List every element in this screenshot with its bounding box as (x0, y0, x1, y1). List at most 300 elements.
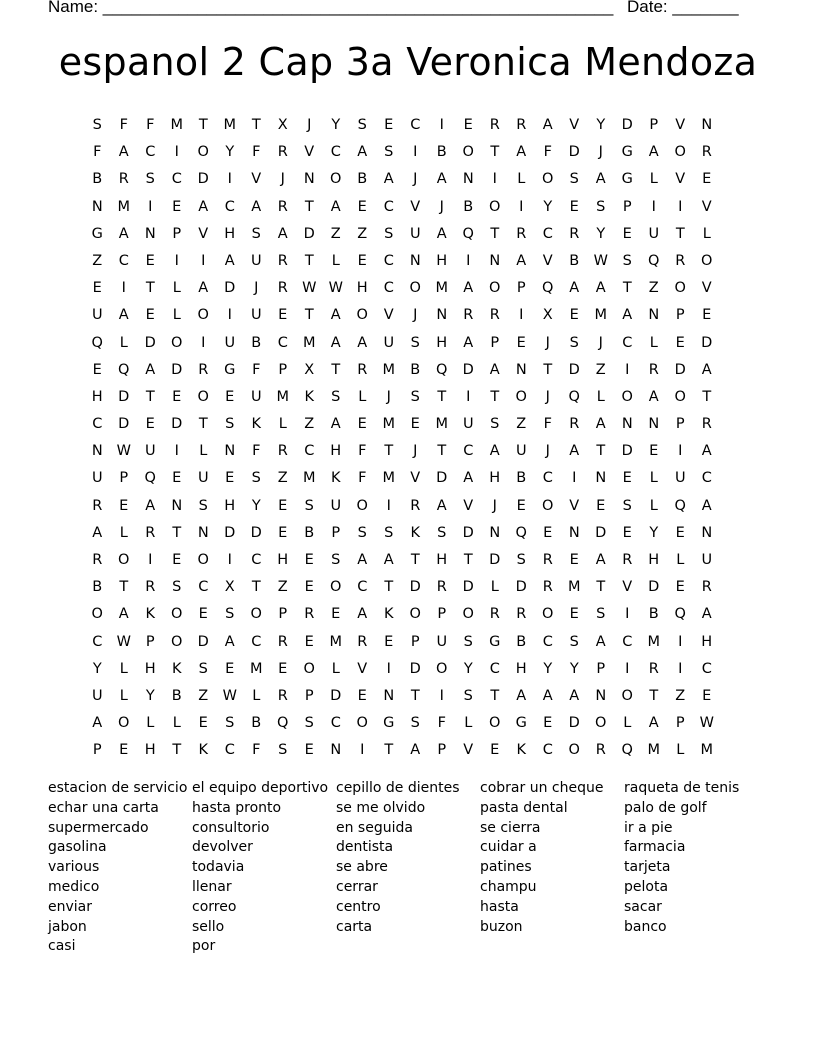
word-item: sacar (624, 898, 662, 915)
grid-letter: R (463, 307, 474, 324)
grid-letter: I (519, 307, 524, 324)
grid-letter: B (171, 687, 182, 704)
word-item: estacion de servicio (48, 780, 188, 796)
grid-letter: M (594, 307, 607, 324)
date-line: Date: _______ (627, 0, 739, 16)
word-item: palo de golf (624, 799, 707, 816)
grid-letter: E (569, 198, 579, 215)
grid-letter: V (701, 280, 712, 297)
grid-letter: A (569, 687, 580, 704)
grid-letter: O (197, 144, 209, 161)
grid-letter: S (92, 117, 102, 133)
grid-letter: T (304, 307, 314, 324)
grid-letter: D (568, 144, 580, 161)
grid-letter: Q (277, 715, 289, 732)
grid-letter: A (569, 443, 580, 460)
grid-letter: O (197, 388, 209, 405)
grid-letter: O (674, 388, 686, 405)
word-item: cuidar a (480, 839, 537, 856)
grid-letter: F (543, 416, 552, 433)
name-line: Name: ______________________________________________________ (48, 0, 614, 16)
grid-letter: L (596, 388, 605, 405)
grid-letter: C (542, 633, 553, 650)
grid-letter: L (649, 334, 658, 351)
grid-letter: E (463, 117, 473, 133)
grid-letter: T (490, 144, 500, 161)
word-item: por (192, 938, 216, 955)
grid-letter: E (145, 416, 155, 433)
grid-letter: D (462, 579, 474, 596)
grid-letter: B (436, 144, 447, 161)
grid-letter: B (410, 361, 421, 378)
word-item: carta (336, 918, 373, 935)
grid-letter: O (489, 715, 501, 732)
grid-letter: B (516, 470, 527, 487)
grid-letter: C (701, 660, 712, 677)
grid-letter: S (463, 633, 473, 650)
grid-letter: E (92, 361, 102, 378)
grid-letter: U (224, 334, 236, 351)
grid-letter: L (119, 687, 128, 704)
grid-letter: N (436, 307, 448, 324)
grid-letter: O (171, 606, 183, 623)
grid-letter: D (197, 171, 209, 188)
grid-letter: R (622, 552, 633, 568)
grid-letter: I (227, 552, 232, 568)
grid-letter: K (410, 524, 420, 541)
grid-letter: P (410, 633, 420, 650)
grid-letter: A (542, 117, 553, 133)
grid-letter: D (171, 416, 183, 433)
grid-letter: D (409, 660, 421, 677)
grid-letter: K (516, 742, 526, 759)
grid-letter: L (172, 307, 181, 324)
grid-letter: E (225, 388, 235, 405)
grid-letter: U (409, 225, 421, 242)
letter-grid (84, 112, 720, 765)
grid-letter: F (358, 470, 367, 487)
word-item: casi (48, 938, 76, 955)
grid-letter: A (648, 388, 659, 405)
grid-letter: E (357, 198, 367, 215)
grid-letter: S (251, 470, 261, 487)
grid-letter: S (463, 687, 473, 704)
grid-letter: Q (515, 524, 527, 541)
grid-letter: T (172, 524, 182, 541)
grid-letter: J (254, 280, 259, 297)
grid-letter: I (174, 144, 179, 161)
grid-letter: I (201, 252, 206, 269)
grid-letter: L (119, 660, 128, 677)
word-item: cepillo de dientes (336, 780, 460, 796)
grid-letter: T (649, 687, 659, 704)
grid-letter: E (304, 742, 314, 759)
grid-letter: Y (463, 660, 473, 677)
grid-letter: K (251, 416, 261, 433)
grid-letter: K (304, 388, 314, 405)
grid-letter: A (701, 497, 712, 514)
grid-letter: L (172, 280, 181, 297)
grid-letter: S (172, 579, 182, 596)
grid-letter: Y (596, 117, 606, 133)
grid-letter: O (489, 198, 501, 215)
grid-letter: A (357, 334, 368, 351)
grid-letter: R (675, 252, 686, 269)
grid-letter: A (410, 742, 421, 759)
grid-letter: P (92, 742, 102, 759)
grid-letter: S (145, 171, 155, 188)
grid-letter: P (675, 416, 685, 433)
grid-letter: A (542, 687, 553, 704)
grid-letter: M (249, 660, 263, 677)
grid-letter: H (91, 388, 103, 405)
grid-letter: H (356, 280, 368, 297)
grid-letter: A (648, 715, 659, 732)
grid-letter: E (622, 524, 632, 541)
grid-letter: U (674, 470, 686, 487)
grid-letter: E (702, 687, 712, 704)
grid-letter: E (384, 633, 394, 650)
grid-letter: Z (595, 361, 606, 378)
grid-letter: S (384, 524, 394, 541)
grid-letter: P (622, 198, 632, 215)
grid-letter: U (330, 497, 342, 514)
grid-letter: Z (648, 280, 659, 297)
grid-letter: C (383, 280, 394, 297)
grid-letter: S (516, 552, 526, 568)
grid-letter: O (462, 606, 474, 623)
grid-letter: Z (277, 470, 288, 487)
grid-letter: I (439, 117, 444, 133)
grid-letter: L (119, 524, 128, 541)
grid-letter: O (118, 715, 130, 732)
grid-letter: G (621, 171, 633, 188)
grid-letter: Y (543, 660, 553, 677)
grid-letter: A (198, 280, 209, 297)
grid-letter: Q (621, 742, 633, 759)
grid-letter: C (304, 443, 315, 460)
grid-letter: H (515, 660, 527, 677)
grid-letter: A (436, 171, 447, 188)
grid-letter: W (328, 280, 343, 297)
grid-letter: A (436, 225, 447, 242)
word-item: cobrar un cheque (480, 780, 604, 796)
grid-letter: W (302, 280, 317, 297)
grid-letter: T (198, 416, 208, 433)
grid-letter: T (622, 280, 632, 297)
grid-letter: J (307, 117, 312, 133)
grid-letter: X (304, 361, 315, 378)
grid-letter: E (278, 524, 288, 541)
grid-letter: S (410, 334, 420, 351)
grid-letter: E (119, 497, 129, 514)
grid-letter: C (330, 715, 341, 732)
grid-letter: Y (331, 117, 341, 133)
grid-letter: A (92, 715, 103, 732)
grid-letter: D (701, 334, 713, 351)
grid-letter: V (410, 198, 421, 215)
grid-letter: Q (91, 334, 103, 351)
grid-letter: Z (675, 687, 686, 704)
word-item: ir a pie (624, 819, 673, 836)
grid-letter: L (331, 252, 340, 269)
grid-letter: A (383, 552, 394, 568)
grid-letter: W (593, 252, 608, 269)
grid-letter: O (595, 715, 607, 732)
word-item: patines (480, 859, 532, 876)
grid-letter: U (91, 687, 103, 704)
grid-letter: N (197, 524, 209, 541)
grid-letter: U (515, 443, 527, 460)
header-line (48, 0, 748, 17)
grid-letter: M (435, 280, 448, 297)
grid-letter: L (623, 715, 632, 732)
grid-letter: M (170, 117, 183, 133)
grid-letter: L (172, 715, 181, 732)
grid-letter: A (198, 198, 209, 215)
grid-letter: E (543, 524, 553, 541)
grid-letter: N (648, 416, 660, 433)
grid-letter: I (121, 280, 126, 297)
grid-letter: A (357, 606, 368, 623)
word-item: jabon (48, 918, 87, 935)
word-column (480, 779, 624, 957)
grid-letter: Q (118, 361, 130, 378)
grid-letter: I (201, 334, 206, 351)
grid-letter: R (198, 361, 209, 378)
grid-letter: I (625, 361, 630, 378)
word-item: gasolina (48, 839, 107, 856)
grid-letter: A (489, 443, 500, 460)
grid-letter: A (648, 144, 659, 161)
word-item: en seguida (336, 819, 413, 836)
grid-letter: D (224, 524, 236, 541)
grid-letter: D (462, 524, 474, 541)
grid-letter: U (250, 307, 262, 324)
grid-letter: Q (144, 470, 156, 487)
grid-letter: C (224, 742, 235, 759)
grid-letter: O (330, 171, 342, 188)
grid-letter: C (542, 225, 553, 242)
grid-letter: Z (330, 225, 341, 242)
grid-letter: I (360, 742, 365, 759)
word-column (624, 779, 768, 957)
grid-letter: M (647, 742, 660, 759)
grid-letter: S (569, 334, 579, 351)
grid-letter: Z (277, 579, 288, 596)
grid-letter: Y (543, 198, 553, 215)
grid-letter: I (148, 198, 153, 215)
word-item: devolver (192, 839, 253, 856)
grid-letter: H (224, 225, 236, 242)
grid-letter: A (224, 633, 235, 650)
grid-letter: R (516, 117, 527, 133)
grid-letter: E (702, 171, 712, 188)
grid-letter: Y (225, 144, 235, 161)
word-item: pasta dental (480, 799, 568, 816)
grid-letter: N (489, 252, 501, 269)
grid-letter: F (543, 144, 552, 161)
grid-letter: X (277, 117, 288, 133)
grid-letter: D (303, 225, 315, 242)
grid-letter: T (145, 388, 155, 405)
grid-letter: K (330, 470, 341, 487)
grid-letter: O (542, 497, 554, 514)
grid-letter: S (198, 497, 208, 514)
grid-letter: B (463, 198, 474, 215)
grid-letter: R (516, 606, 527, 623)
grid-letter: I (492, 171, 497, 188)
grid-letter: V (569, 497, 580, 514)
word-item: hasta (480, 898, 519, 915)
grid-letter: E (569, 606, 579, 623)
grid-letter: T (463, 552, 473, 568)
grid-letter: F (252, 742, 261, 759)
grid-letter: E (172, 388, 182, 405)
word-item: consultorio (192, 819, 270, 836)
grid-letter: R (701, 579, 712, 596)
grid-letter: L (146, 715, 155, 732)
grid-letter: H (224, 497, 236, 514)
grid-letter: O (409, 280, 421, 297)
grid-letter: Z (516, 416, 527, 433)
grid-letter: G (515, 715, 527, 732)
grid-letter: T (304, 252, 314, 269)
grid-letter: R (516, 225, 527, 242)
grid-letter: T (490, 388, 500, 405)
grid-letter: N (595, 470, 607, 487)
grid-letter: B (304, 524, 315, 541)
grid-letter: L (702, 225, 711, 242)
grid-letter: O (356, 307, 368, 324)
grid-letter: A (330, 198, 341, 215)
grid-letter: L (464, 715, 473, 732)
grid-letter: C (489, 660, 500, 677)
grid-letter: U (250, 388, 262, 405)
grid-letter: I (439, 687, 444, 704)
grid-letter: R (277, 443, 288, 460)
grid-letter: O (621, 388, 633, 405)
grid-letter: N (303, 171, 315, 188)
grid-letter: Q (542, 280, 554, 297)
grid-letter: D (595, 524, 607, 541)
grid-letter: V (463, 497, 474, 514)
grid-letter: H (436, 334, 448, 351)
grid-letter: T (410, 687, 420, 704)
grid-letter: N (515, 361, 527, 378)
grid-letter: S (622, 497, 632, 514)
grid-letter: R (542, 579, 553, 596)
grid-letter: C (224, 198, 235, 215)
grid-letter: E (357, 687, 367, 704)
grid-letter: E (622, 470, 632, 487)
grid-letter: N (489, 524, 501, 541)
grid-letter: E (198, 606, 208, 623)
grid-letter: A (516, 687, 527, 704)
grid-letter: O (462, 144, 474, 161)
grid-letter: S (198, 660, 208, 677)
grid-letter: R (569, 225, 580, 242)
grid-letter: B (569, 252, 580, 269)
grid-letter: J (598, 144, 603, 161)
grid-letter: J (280, 171, 285, 188)
grid-letter: C (171, 171, 182, 188)
grid-letter: O (409, 606, 421, 623)
grid-letter: V (357, 660, 368, 677)
grid-letter: C (251, 552, 262, 568)
grid-letter: C (198, 579, 209, 596)
grid-letter: F (146, 117, 155, 133)
word-item: tarjeta (624, 859, 671, 876)
word-column (192, 779, 336, 957)
grid-letter: P (490, 334, 500, 351)
grid-letter: S (410, 388, 420, 405)
grid-letter: F (437, 715, 446, 732)
grid-letter: Z (92, 252, 103, 269)
grid-letter: B (357, 171, 368, 188)
grid-letter: U (648, 225, 660, 242)
grid-letter: R (410, 497, 421, 514)
grid-letter: A (277, 225, 288, 242)
grid-letter: C (410, 117, 421, 133)
grid-letter: T (172, 742, 182, 759)
grid-letter: R (489, 606, 500, 623)
grid-letter: D (621, 443, 633, 460)
grid-letter: S (225, 715, 235, 732)
grid-letter: R (304, 606, 315, 623)
grid-letter: C (118, 252, 129, 269)
grid-letter: O (91, 606, 103, 623)
grid-letter: J (413, 307, 418, 324)
grid-letter: H (436, 252, 448, 269)
grid-letter: M (329, 633, 342, 650)
grid-letter: A (436, 497, 447, 514)
grid-letter: E (304, 552, 314, 568)
grid-letter: P (516, 280, 526, 297)
grid-letter: I (651, 198, 656, 215)
grid-letter: F (358, 443, 367, 460)
grid-letter: E (410, 416, 420, 433)
grid-letter: I (386, 497, 391, 514)
grid-letter: B (648, 606, 659, 623)
grid-letter: E (516, 334, 526, 351)
grid-letter: A (463, 334, 474, 351)
grid-letter: C (92, 633, 103, 650)
grid-letter: S (437, 524, 447, 541)
grid-letter: U (701, 552, 713, 568)
grid-letter: T (251, 579, 261, 596)
grid-letter: T (596, 443, 606, 460)
grid-letter: V (304, 144, 315, 161)
grid-letter: A (330, 416, 341, 433)
grid-letter: I (519, 198, 524, 215)
word-item: se abre (336, 859, 388, 876)
grid-letter: T (702, 388, 712, 405)
grid-letter: P (278, 361, 288, 378)
grid-letter: M (382, 470, 395, 487)
grid-letter: O (621, 687, 633, 704)
grid-letter: E (490, 742, 500, 759)
grid-letter: I (227, 307, 232, 324)
grid-letter: S (410, 715, 420, 732)
word-item: farmacia (624, 839, 686, 856)
grid-letter: N (462, 171, 474, 188)
grid-letter: T (384, 579, 394, 596)
grid-letter: D (224, 280, 236, 297)
grid-letter: A (92, 524, 103, 541)
grid-letter: A (595, 552, 606, 568)
grid-letter: J (413, 171, 418, 188)
